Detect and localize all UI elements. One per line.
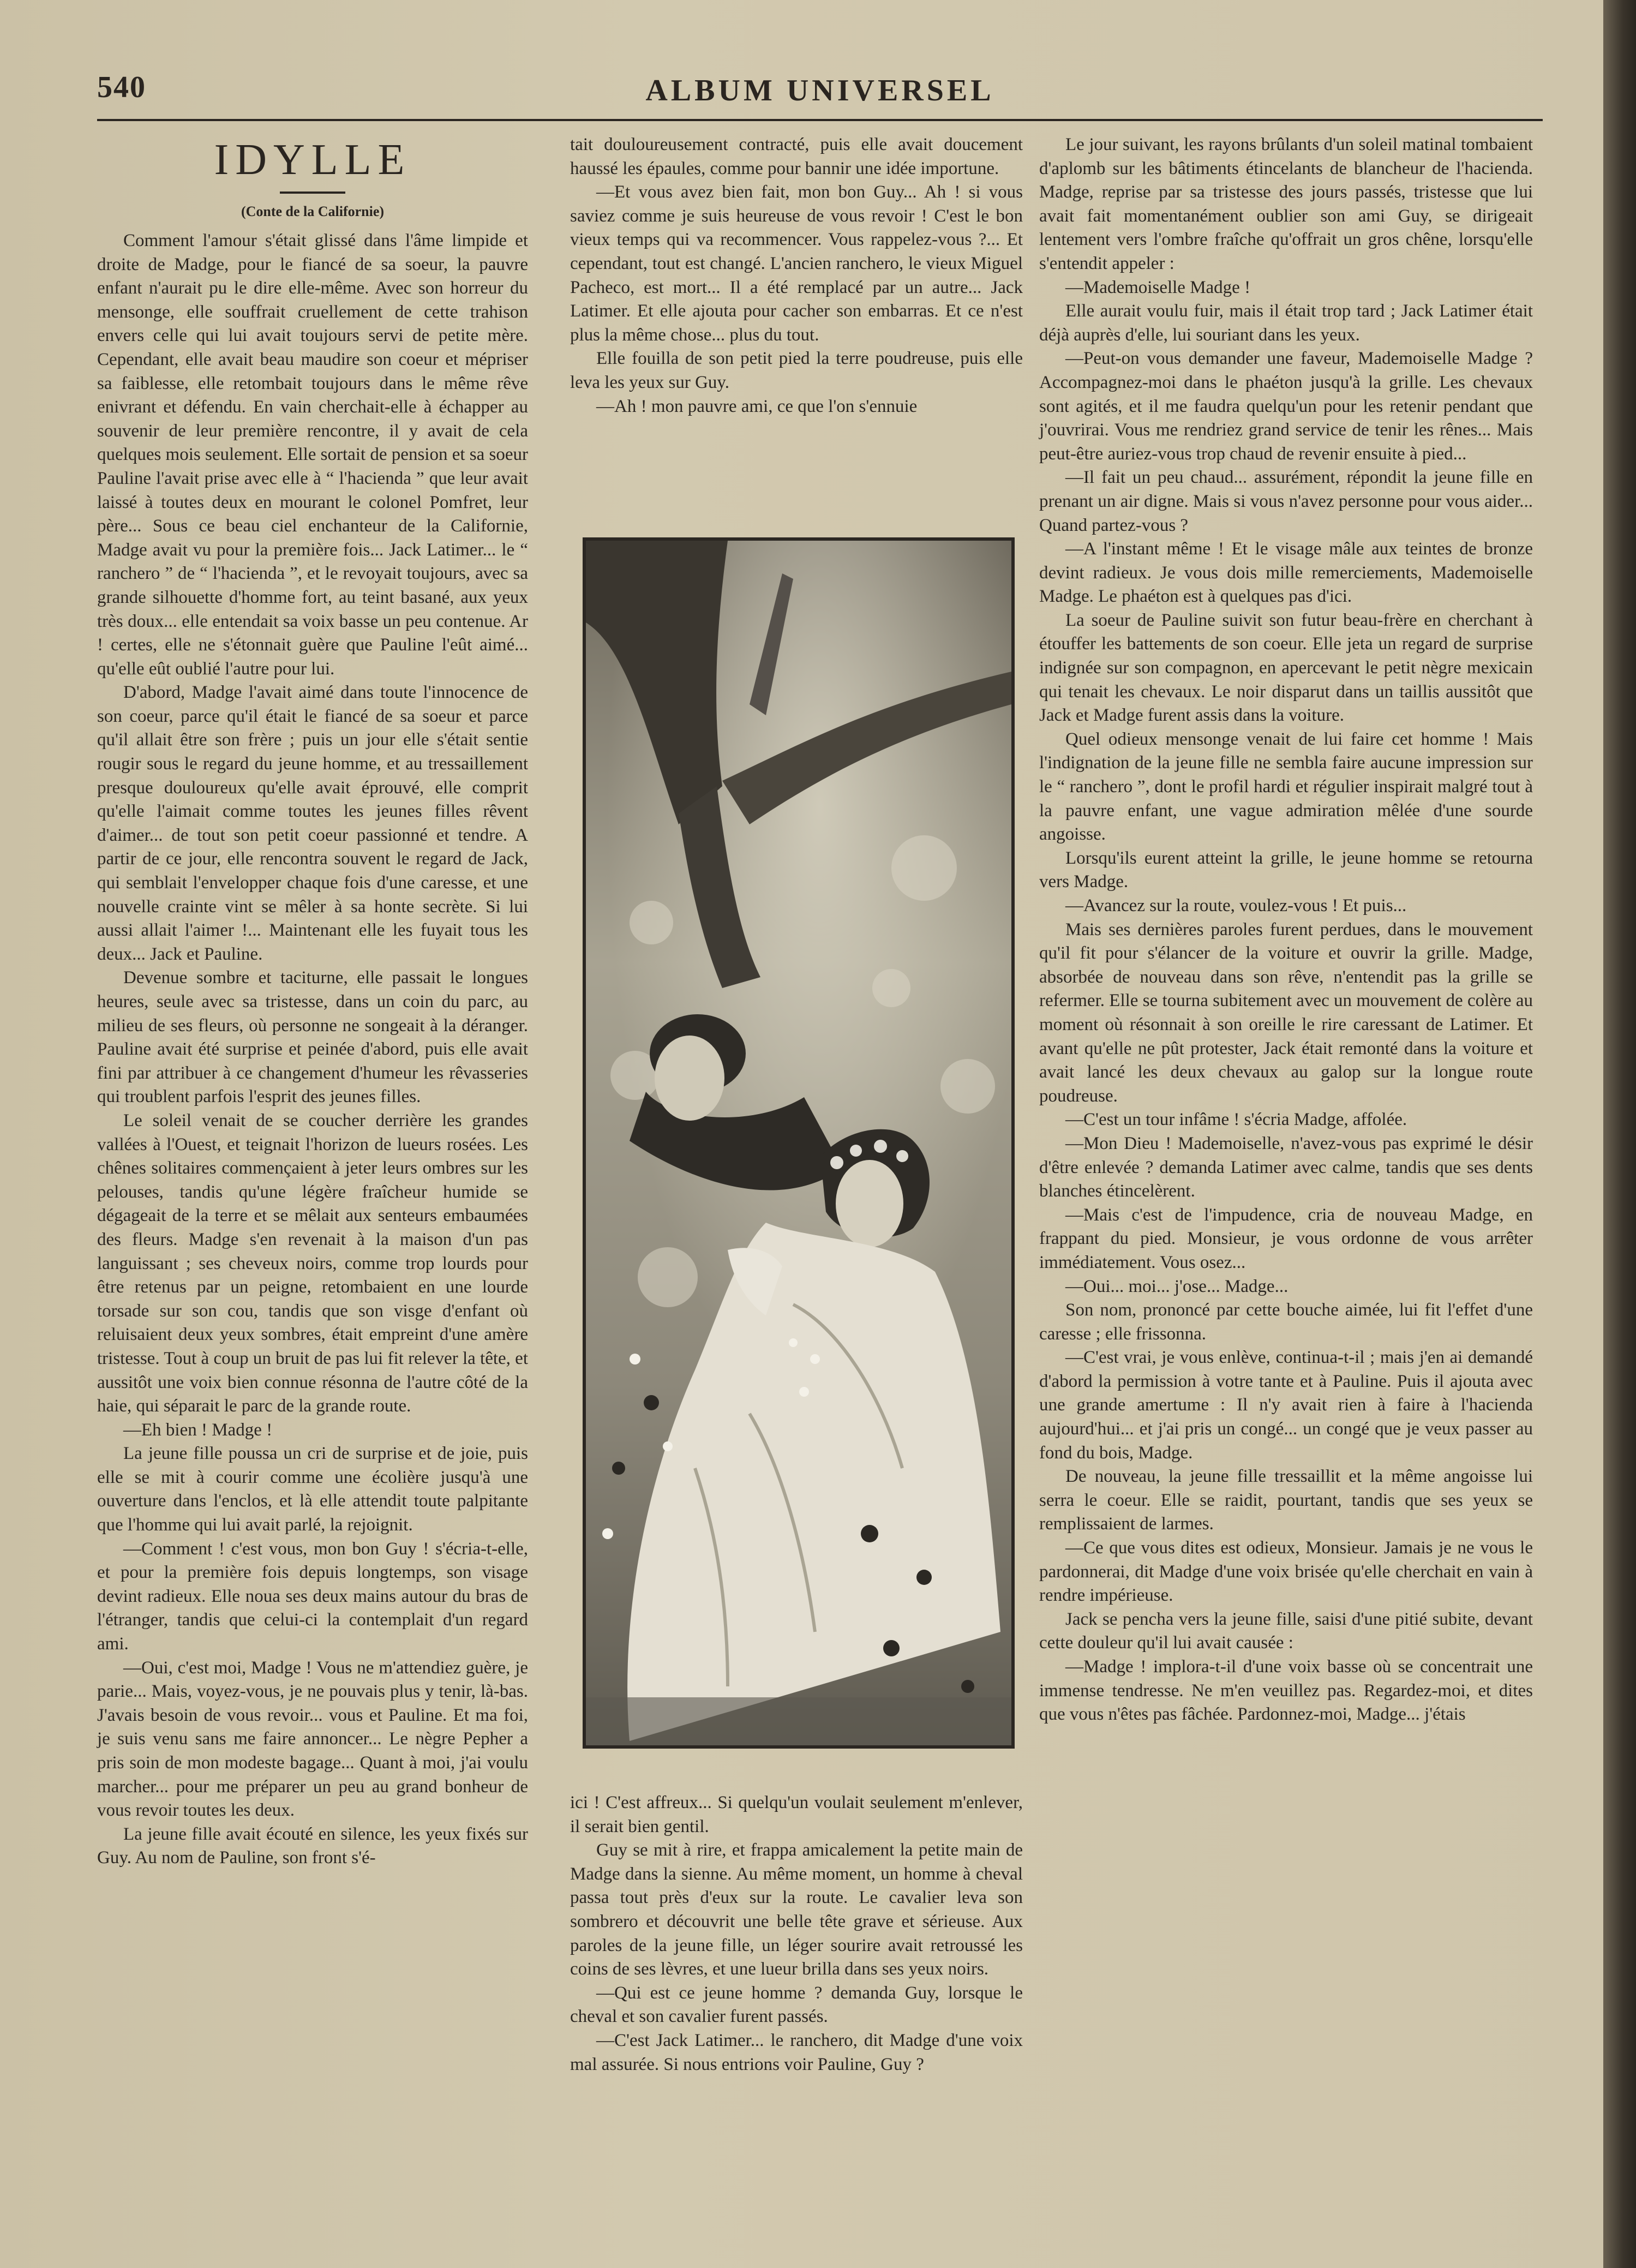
paragraph: Devenue sombre et taciturne, elle passait le longues heures, seule avec sa tristesse, dans un coin du parc, au milieu de ses fleurs, où personne ne songeait à la déranger. Pauline avait été surprise et peinée d'abord, puis elle avait fini par attribuer à ce changement d'humeur les rêvasseries qui troublent parfois l'esprit des jeunes filles.: [97, 968, 528, 1107]
paragraph: —Qui est ce jeune homme ? demanda Guy, lorsque le cheval et son cavalier furent passés.: [570, 1983, 1023, 2027]
paragraph: —C'est Jack Latimer... le ranchero, dit Madge d'une voix mal assurée. Si nous entrions voir Pauline, Guy ?: [570, 2030, 1023, 2074]
paragraph: —Et vous avez bien fait, mon bon Guy... Ah ! si vous saviez comme je suis heureuse de vous revoir ! C'est le bon vieux temps qui va recommencer. Vous rappelez-vous ?... Et cependant, tout est changé. L'ancien ranchero, le vieux Miguel Pacheco, est mort... Il a été remplacé par un autre... Jack Latimer. Et elle ajouta pour cacher son embarras. Et ce n'est plus la même chose... plus du tout.: [570, 182, 1023, 345]
paragraph: —Mais c'est de l'impudence, cria de nouveau Madge, en frappant du pied. Monsieur, je vous ordonne de vous arrêter immédiatement. Vous osez...: [1039, 1205, 1533, 1272]
paragraph: Lorsqu'ils eurent atteint la grille, le jeune homme se retourna vers Madge.: [1039, 848, 1533, 892]
paragraph: Quel odieux mensonge venait de lui faire cet homme ! Mais l'indignation de la jeune fille ne sembla faire aucune impression sur le “ ranchero ”, dont le profil hardi et régulier inspirait malgré tout à la pauvre enfant, une vague admiration mêlée d'une sourde angoisse.: [1039, 729, 1533, 845]
binding-spine: [1603, 0, 1636, 2268]
text-column-2-top: [570, 133, 1023, 418]
paragraph: Le jour suivant, les rayons brûlants d'un soleil matinal tombaient d'aplomb sur les bâtiments étincelants de blancheur de l'hacienda. Madge, reprise par sa tristesse des jours passés, tristesse que lui avait fait momentanément oublier son ami Guy, se dirigeait lentement vers l'ombre fraîche qu'offrait un gros chêne, lorsqu'elle s'entendit appeler :: [1039, 135, 1533, 273]
paragraph: Mais ses dernières paroles furent perdues, dans le mouvement qu'il fit pour s'élancer de la voiture et ouvrir la grille. Madge, absorbée de nouveau dans son rêve, n'entendit pas la grille se refermer. Elle se tourna subitement avec un mouvement de colère au moment où résonnait à son oreille le rire caressant de Latimer. Et avant qu'elle ne pût protester, Jack était remonté dans la voiture et avait lancé les deux chevaux au galop sur la longue route poudreuse.: [1039, 919, 1533, 1106]
paragraph: D'abord, Madge l'avait aimé dans toute l'innocence de son coeur, parce qu'il était le fiancé de sa soeur et parce qu'il allait être son frère ; puis un jour elle s'était sentie rougir sous le regard du jeune homme, et au tressaillement presque douloureux qu'elle avait éprouvé, elle comprit qu'elle l'aimait comme toutes les jeunes filles rêvent d'aimer... de tout son petit coeur passionné et tendre. A partir de ce jour, elle rencontra souvent le regard de Jack, qui semblait l'envelopper chaque fois d'une caresse, et une nouvelle crainte vint se mêler à sa honte secrète. Si lui aussi allait l'aimer !... Maintenant elle les fuyait tous les deux... Jack et Pauline.: [97, 683, 528, 964]
article-title-block: [97, 135, 528, 220]
article-title: IDYLLE: [214, 136, 411, 184]
title-rule: [280, 192, 345, 194]
paragraph: Le soleil venait de se coucher derrière les grandes vallées à l'Ouest, et teignait l'horizon de lueurs rosées. Les chênes solitaires commençaient à jeter leurs ombres sur les pelouses, tandis qu'une légère fraîcheur humide se dégageait de la terre et se mêlait aux senteurs embaumées des fleurs. Madge s'en revenait à la maison d'un pas languissant ; ses cheveux noirs, comme trop lourds pour être retenus par un peigne, retombaient en une lourde torsade sur son cou, tandis que son visge d'enfant où reluisaient deux yeux sombres, était empreint d'une amère tristesse. Tout à coup un bruit de pas lui fit relever la tête, et aussitôt une voix bien connue résonna de l'autre côté de la haie, qui séparait le parc de la grande route.: [97, 1110, 528, 1416]
paragraph: ici ! C'est affreux... Si quelqu'un voulait seulement m'enlever, il serait bien gentil.: [570, 1793, 1023, 1836]
paragraph: —Peut-on vous demander une faveur, Mademoiselle Madge ? Accompagnez-moi dans le phaéton jusqu'à la grille. Les chevaux sont agités, et il me faudra quelqu'un pour les retenir pendant que j'ouvrirai. Vous me rendriez grand service de tenir les rênes... Mais peut-être auriez-vous trop chaud de revenir ensuite à pied...: [1039, 349, 1533, 464]
illustration-couple-in-garden: [583, 537, 1015, 1749]
article-subtitle: (Conte de la Californie): [241, 204, 385, 219]
paragraph: La jeune fille avait écouté en silence, les yeux fixés sur Guy. Au nom de Pauline, son front s'é-: [97, 1824, 528, 1868]
paragraph: La soeur de Pauline suivit son futur beau-frère en cherchant à étouffer les battements de son coeur. Elle jeta un regard de surprise indignée sur son compagnon, en apercevant le petit nègre mexicain qui tenait les chevaux. Le noir disparut dans un taillis aussitôt que Jack et Madge furent assis dans la voiture.: [1039, 610, 1533, 726]
paragraph: —A l'instant même ! Et le visage mâle aux teintes de bronze devint radieux. Je vous dois mille remerciements, Mademoiselle Madge. Le phaéton est à quelques pas d'ici.: [1039, 539, 1533, 607]
paragraph: —Mademoiselle Madge !: [1065, 277, 1251, 297]
paragraph: —Madge ! implora-t-il d'une voix basse où se concentrait une immense tendresse. Ne m'en veuillez pas. Regardez-moi, et dites que vous n'êtes pas fâchée. Pardonnez-moi, Madge... j'étais: [1039, 1657, 1533, 1725]
paragraph: tait douloureusement contracté, puis elle avait doucement haussé les épaules, comme pour bannir une idée importune.: [570, 135, 1023, 178]
paragraph: —Eh bien ! Madge !: [123, 1420, 273, 1440]
paragraph: —C'est vrai, je vous enlève, continua-t-il ; mais j'en ai demandé d'abord la permission à votre tante et à Pauline. Puis il ajouta avec une grande amertume : Il n'y avait rien à faire à l'hacienda aujourd'hui... et j'ai pris un congé... un congé que je veux passer au fond du bois, Madge.: [1039, 1348, 1533, 1463]
text-column-3: [1039, 133, 1533, 1727]
paragraph: —Oui... moi... j'ose... Madge...: [1065, 1276, 1289, 1296]
page-header: [97, 70, 1543, 121]
paragraph: —Ah ! mon pauvre ami, ce que l'on s'ennuie: [596, 396, 918, 416]
paragraph: —Mon Dieu ! Mademoiselle, n'avez-vous pas exprimé le désir d'être enlevée ? demanda Latimer avec calme, tandis que ses dents blanches étincelèrent.: [1039, 1133, 1533, 1201]
running-title: ALBUM UNIVERSEL: [645, 74, 994, 107]
text-column-1: [97, 229, 528, 1870]
paragraph: —Il fait un peu chaud... assurément, répondit la jeune fille en prenant un air digne. Mais si vous n'avez personne pour vous aider... Quand partez-vous ?: [1039, 468, 1533, 535]
text-column-2-bottom: [570, 1791, 1023, 2076]
paragraph: Comment l'amour s'était glissé dans l'âme limpide et droite de Madge, pour le fiancé de sa soeur, la pauvre enfant n'aurait pu le dire elle-même. Avec son horreur du mensonge, elle souffrait cruellement de cette trahison envers celle qui lui avait toujours servi de petite mère. Cependant, elle avait beau maudire son coeur et mépriser sa faiblesse, elle retombait toujours dans le même rêve enivrant et défendu. En vain cherchait-elle à échapper au souvenir de leur première rencontre, il y avait de cela quelques mois seulement. Elle sortait de pension et sa soeur Pauline l'avait prise avec elle à “ l'hacienda ” que leur avait laissé à toutes deux en mourant le colonel Pomfret, leur père... Sous ce beau ciel enchanteur de la Californie, Madge avait vu pour la première fois... Jack Latimer... le “ ranchero ” de “ l'hacienda ”, et le revoyait toujours, avec sa grande silhouette d'homme fort, au teint basané, aux yeux très doux... elle entendait sa voix basse un peu contenue. Ar ! certes, elle ne s'étonnait guère que Pauline l'eût aimé... qu'elle eût oublié l'autre pour lui.: [97, 231, 528, 679]
paragraph: La jeune fille poussa un cri de surprise et de joie, puis elle se mit à courir comme une écolière jusqu'à une ouverture dans l'enclos, et là elle attendit toute palpitante que l'homme qui lui avait parlé, la rejoignit.: [97, 1444, 528, 1535]
paragraph: Guy se mit à rire, et frappa amicalement la petite main de Madge dans la sienne. Au même moment, un homme à cheval passa tout près d'eux sur la route. Le cavalier leva son sombrero et découvrit une belle tête grave et sérieuse. Aux paroles de la jeune fille, un léger sourire avait retroussé les coins de ses lèvres, et une lueur brilla dans ses yeux noirs.: [570, 1840, 1023, 1979]
paragraph: —Oui, c'est moi, Madge ! Vous ne m'attendiez guère, je parie... Mais, voyez-vous, je ne pouvais plus y tenir, là-bas. J'avais besoin de vous revoir... vous et Pauline. Et ma foi, je suis venu sans me faire annoncer... Le nègre Pepher a pris soin de mon modeste bagage... Quant à moi, j'ai voulu marcher... pour me préparer un peu au grand bonheur de vous revoir toutes les deux.: [97, 1657, 528, 1821]
paragraph: De nouveau, la jeune fille tressaillit et la même angoisse lui serra le coeur. Elle se raidit, pourtant, tandis que ses yeux se remplissaient de larmes.: [1039, 1467, 1533, 1534]
paragraph: Son nom, prononcé par cette bouche aimée, lui fit l'effet d'une caresse ; elle frissonna.: [1039, 1300, 1533, 1344]
paragraph: —Avancez sur la route, voulez-vous ! Et puis...: [1065, 896, 1407, 915]
page-number: 540: [97, 70, 146, 104]
paragraph: Elle aurait voulu fuir, mais il était trop tard ; Jack Latimer était déjà auprès d'elle, lui souriant dans les yeux.: [1039, 301, 1533, 345]
paragraph: —Ce que vous dites est odieux, Monsieur. Jamais je ne vous le pardonnerai, dit Madge d'une voix brisée qu'elle cherchait en vain à rendre impérieuse.: [1039, 1538, 1533, 1606]
paragraph: Elle fouilla de son petit pied la terre poudreuse, puis elle leva les yeux sur Guy.: [570, 349, 1023, 392]
paragraph: Jack se pencha vers la jeune fille, saisi d'une pitié subite, devant cette douleur qu'il lui avait causée :: [1039, 1609, 1533, 1653]
paragraph: —Comment ! c'est vous, mon bon Guy ! s'écria-t-elle, et pour la première fois depuis longtemps, son visage devint radieux. Elle noua ses deux mains autour du bras de l'étranger, tandis que celui-ci la contemplait d'un regard ami.: [97, 1539, 528, 1654]
paragraph: —C'est un tour infâme ! s'écria Madge, affolée.: [1065, 1110, 1407, 1130]
